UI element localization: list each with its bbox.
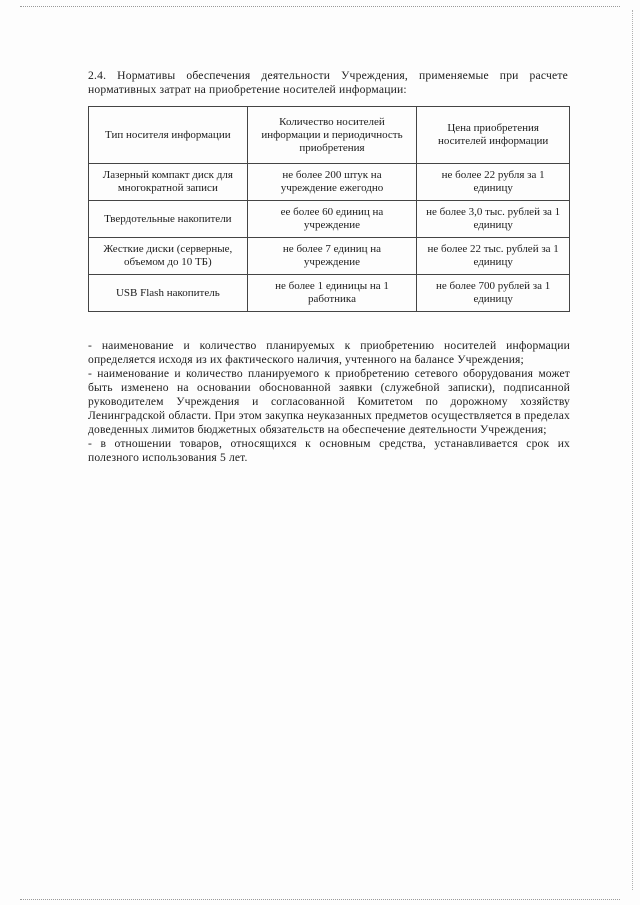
cell-media-type: USB Flash накопитель bbox=[89, 275, 248, 312]
cell-price: не более 22 тыс. рублей за 1 единицу bbox=[417, 238, 570, 275]
cell-media-type: Лазерный компакт диск для многократной записи bbox=[89, 164, 248, 201]
cell-price: не более 700 рублей за 1 единицу bbox=[417, 275, 570, 312]
table-row bbox=[89, 238, 570, 275]
notes-block bbox=[88, 339, 570, 465]
cell-quantity: ее более 60 единиц на учреждение bbox=[247, 201, 417, 238]
scan-edge-top bbox=[20, 6, 620, 7]
note-paragraph: - в отношении товаров, относящихся к основным средства, устанавливается срок их полезного использования 5 лет. bbox=[88, 437, 570, 464]
cell-quantity: не более 7 единиц на учреждение bbox=[247, 238, 417, 275]
header-media-type: Тип носителя информации bbox=[89, 107, 248, 164]
cell-quantity: не более 200 штук на учреждение ежегодно bbox=[247, 164, 417, 201]
cell-media-type: Твердотельные накопители bbox=[89, 201, 248, 238]
media-norms-table bbox=[88, 106, 570, 312]
cell-media-type: Жесткие диски (серверные, объемом до 10 ТБ) bbox=[89, 238, 248, 275]
header-quantity-periodicity: Количество носителей информации и периодичность приобретения bbox=[247, 107, 417, 164]
cell-price: не более 22 рубля за 1 единицу bbox=[417, 164, 570, 201]
scan-edge-right bbox=[632, 10, 633, 890]
note-paragraph: - наименование и количество планируемого к приобретению сетевого оборудования может быть изменено на основании обоснованной заявки (служебной записки), подписанной руководителем Учреждения и согласованной Комитетом по дорожному хозяйству Ленинградской области. При этом закупка неуказанных предметов осуществляется в пределах доведенных лимитов бюджетных обязательств на обеспечение деятельности Учреждения; bbox=[88, 367, 570, 436]
cell-price: не более 3,0 тыс. рублей за 1 единицу bbox=[417, 201, 570, 238]
cell-quantity: не более 1 единицы на 1 работника bbox=[247, 275, 417, 312]
section-intro-paragraph: 2.4. Нормативы обеспечения деятельности Учреждения, применяемые при расчете нормативных затрат на приобретение носителей информации: bbox=[88, 69, 568, 96]
table-row bbox=[89, 164, 570, 201]
table-row bbox=[89, 275, 570, 312]
header-purchase-price: Цена приобретения носителей информации bbox=[417, 107, 570, 164]
table-row bbox=[89, 201, 570, 238]
table-header-row bbox=[89, 107, 570, 164]
note-paragraph: - наименование и количество планируемых к приобретению носителей информации определяется исходя из их фактического наличия, учтенного на балансе Учреждения; bbox=[88, 339, 570, 366]
scan-edge-bottom bbox=[20, 899, 620, 900]
